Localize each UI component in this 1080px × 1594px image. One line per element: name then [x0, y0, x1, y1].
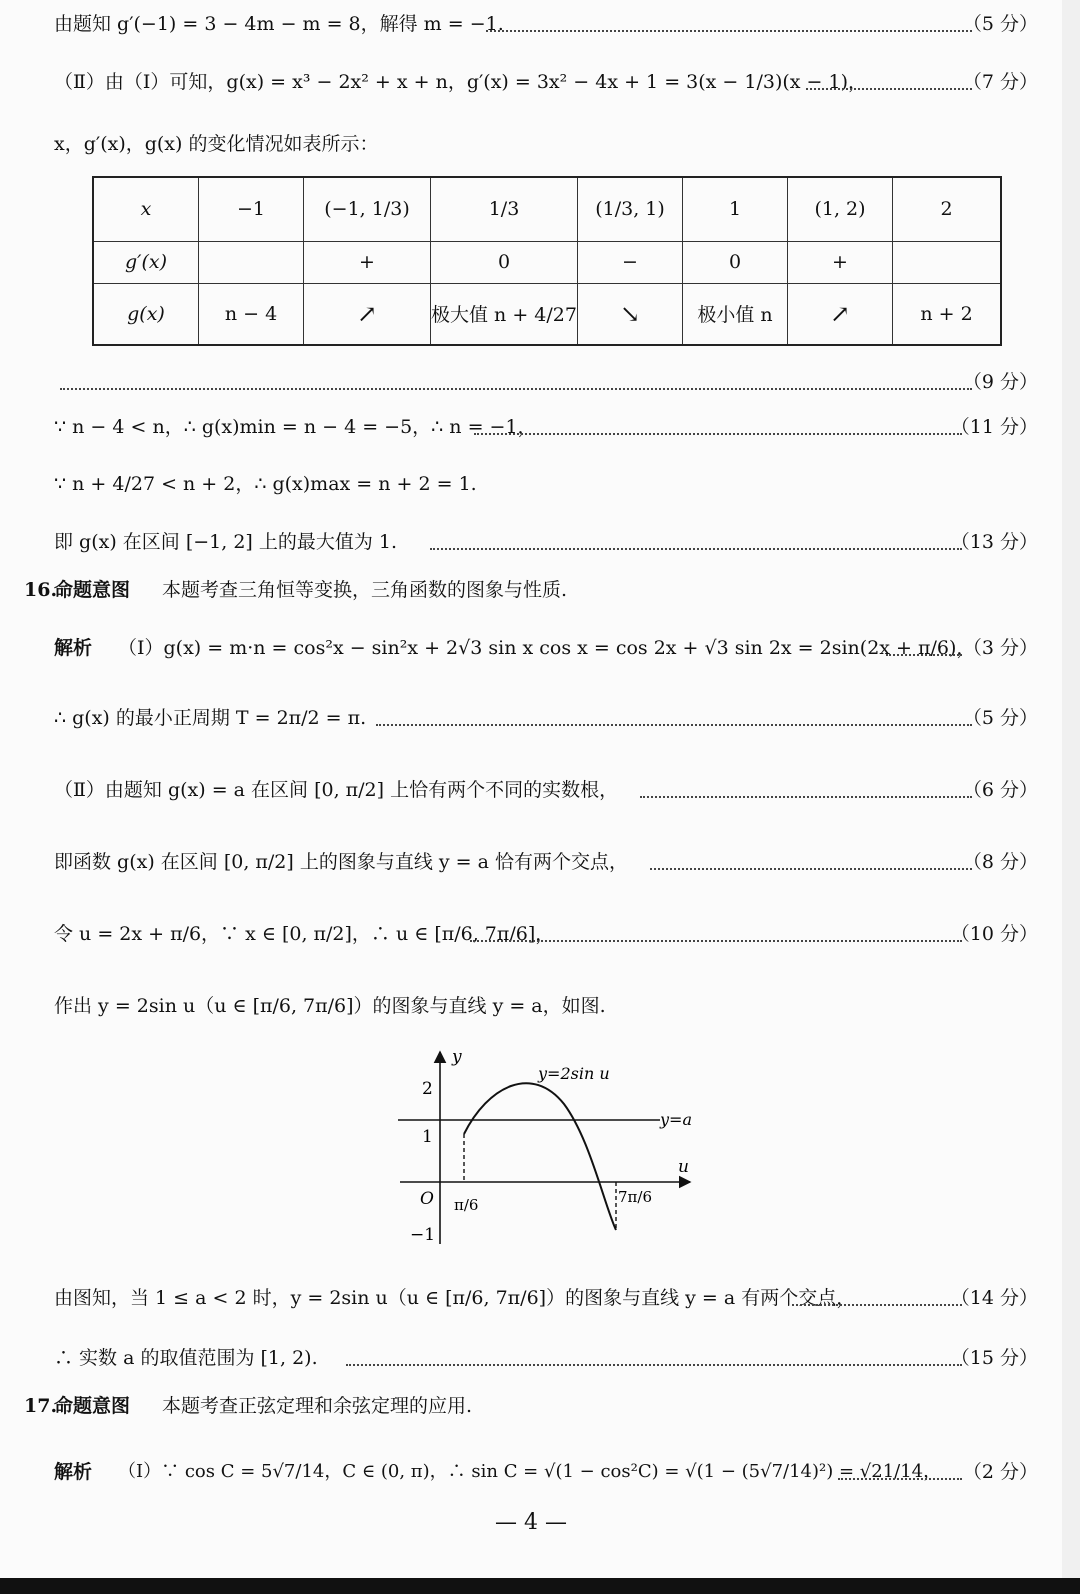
table-cell: x: [93, 177, 199, 241]
score: （3 分）: [962, 637, 1038, 659]
leader-dots: [650, 868, 972, 870]
score: （7 分）: [962, 71, 1038, 93]
line-text: （Ⅰ）g(x) = m·n = cos²x − sin²x + 2√3 sin x cos x = cos 2x + √3 sin 2x = 2sin(2x + π/6)，: [118, 637, 976, 659]
table-cell: (1, 2): [788, 177, 893, 241]
leader-dots: [640, 796, 972, 798]
leader-dots: [838, 1478, 962, 1480]
table-cell: (1/3, 1): [578, 177, 683, 241]
table-cell: +: [304, 241, 431, 283]
section-description: 本题考查三角恒等变换，三角函数的图象与性质.: [162, 579, 568, 601]
table-cell: 极大值 n + 4/27: [431, 283, 578, 345]
line-text: 即函数 g(x) 在区间 [0, π/2] 上的图象与直线 y = a 恰有两个交点，: [54, 851, 628, 873]
curve-label: y=2sin u: [538, 1064, 610, 1083]
table-cell: n + 2: [893, 283, 1002, 345]
increasing-arrow-icon: ↗: [788, 283, 893, 345]
table-cell: −1: [199, 177, 304, 241]
leader-dots: [474, 433, 962, 435]
table-cell: g(x): [93, 283, 199, 345]
score: （15 分）: [950, 1347, 1038, 1369]
section-title: 命题意图: [54, 579, 131, 601]
page-number: — 4 —: [495, 1510, 567, 1535]
score: （2 分）: [962, 1461, 1038, 1483]
table-row: [93, 177, 1001, 241]
y-tick-label: 2: [422, 1079, 433, 1099]
table-cell: (−1, 1/3): [304, 177, 431, 241]
leader-dots: [792, 1304, 962, 1306]
score: （11 分）: [950, 416, 1038, 438]
sine-curve: [464, 1083, 616, 1230]
line-text: 令 u = 2x + π/6，∵ x ∈ [0, π/2]，∴ u ∈ [π/6, 7π/6]，: [54, 923, 555, 945]
u-tick-label: 7π/6: [618, 1188, 652, 1206]
decreasing-arrow-icon: ↘: [578, 283, 683, 345]
line-text: ∵ n − 4 < n，∴ g(x)min = n − 4 = −5，∴ n = −1，: [54, 416, 537, 438]
table-cell: +: [788, 241, 893, 283]
table-cell: 1/3: [431, 177, 578, 241]
table-row: [93, 241, 1001, 283]
y-axis-label: y: [452, 1047, 462, 1067]
score: （6 分）: [962, 779, 1038, 801]
leader-dots: [430, 548, 962, 550]
table-cell: [199, 241, 304, 283]
bottom-edge-bar: [0, 1578, 1080, 1594]
sine-graph-figure: [392, 1044, 712, 1254]
line-label: y=a: [660, 1110, 692, 1129]
table-cell: −: [578, 241, 683, 283]
score: （9 分）: [962, 371, 1038, 393]
table-cell: 0: [431, 241, 578, 283]
score: （8 分）: [962, 851, 1038, 873]
line-text: （Ⅱ）由（Ⅰ）可知，g(x) = x³ − 2x² + x + n，g′(x) = 3x² − 4x + 1 = 3(x − 1/3)(x − 1)，: [54, 71, 867, 93]
section-number: 16.: [24, 579, 58, 601]
line-text: ∵ n + 4/27 < n + 2，∴ g(x)max = n + 2 = 1.: [54, 473, 477, 495]
table-cell: [893, 241, 1002, 283]
leader-dots: [376, 724, 972, 726]
line-text: 由图知，当 1 ≤ a < 2 时，y = 2sin u（u ∈ [π/6, 7π/6]）的图象与直线 y = a 有两个交点，: [54, 1287, 856, 1309]
u-axis-label: u: [678, 1157, 689, 1177]
score: （5 分）: [962, 707, 1038, 729]
origin-label: O: [420, 1189, 434, 1209]
increasing-arrow-icon: ↗: [304, 283, 431, 345]
line-text: （Ⅱ）由题知 g(x) = a 在区间 [0, π/2] 上恰有两个不同的实数根，: [54, 779, 619, 801]
u-tick-label: π/6: [454, 1196, 479, 1214]
variation-table: [92, 176, 1002, 346]
line-text: x，g′(x)，g(x) 的变化情况如表所示：: [54, 133, 379, 155]
table-cell: n − 4: [199, 283, 304, 345]
score: （14 分）: [950, 1287, 1038, 1309]
score: （13 分）: [950, 531, 1038, 553]
table-cell: 极小值 n: [683, 283, 788, 345]
leader-dots: [886, 654, 962, 656]
leader-dots: [806, 88, 972, 90]
line-text: 作出 y = 2sin u（u ∈ [π/6, 7π/6]）的图象与直线 y = a，如图.: [54, 995, 606, 1017]
leader-dots: [470, 940, 962, 942]
line-text: 由题知 g′(−1) = 3 − 4m − m = 8，解得 m = −1.: [54, 13, 504, 35]
table-cell: 1: [683, 177, 788, 241]
leader-dots: [60, 388, 972, 390]
line-text: 即 g(x) 在区间 [−1, 2] 上的最大值为 1.: [54, 531, 398, 553]
line-text: ∴ 实数 a 的取值范围为 [1, 2).: [54, 1347, 318, 1369]
table-cell: 0: [683, 241, 788, 283]
score: （10 分）: [950, 923, 1038, 945]
section-number: 17.: [24, 1395, 58, 1417]
score: （5 分）: [962, 13, 1038, 35]
analysis-label: 解析: [54, 637, 93, 659]
table-cell: g′(x): [93, 241, 199, 283]
table-cell: 2: [893, 177, 1002, 241]
section-title: 命题意图: [54, 1395, 131, 1417]
leader-dots: [346, 1364, 962, 1366]
analysis-label: 解析: [54, 1461, 93, 1483]
y-tick-label: −1: [410, 1225, 436, 1245]
table-row: [93, 283, 1001, 345]
page-edge-shadow: [1062, 0, 1080, 1594]
y-tick-label: 1: [422, 1127, 433, 1147]
section-description: 本题考查正弦定理和余弦定理的应用.: [162, 1395, 473, 1417]
line-text: ∴ g(x) 的最小正周期 T = 2π/2 = π.: [54, 707, 367, 729]
leader-dots: [486, 30, 972, 32]
line-text: （Ⅰ）∵ cos C = 5√7/14，C ∈ (0, π)，∴ sin C = √(1 − cos²C) = √(1 − (5√7/14)²) = √21/14，: [118, 1461, 942, 1482]
